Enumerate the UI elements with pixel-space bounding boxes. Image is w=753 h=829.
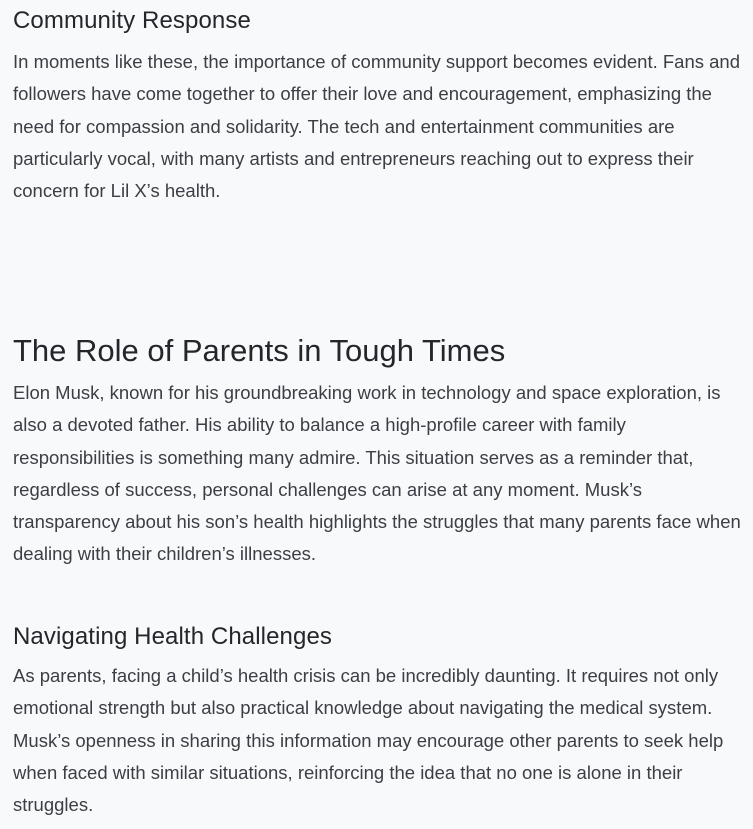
section-paragraph-community-response: In moments like these, the importance of community support becomes evident. Fans and followers have come together to offer their love and encouragement, emphasizing the need for compassion and solidarity. The tech and entertainment communities are particularly vocal, with many artists and entrepreneurs reaching out to express their concern for Lil X’s health. — [13, 51, 741, 202]
section-paragraph-navigating-health: As parents, facing a child’s health crisis can be incredibly daunting. It requires not only emotional strength but also practical knowledge about navigating the medical system. Musk’s openness in sharing this information may encourage other parents to seek help when faced with similar situations, reinforcing the idea that no one is alone in their struggles. — [13, 665, 724, 816]
section-paragraph-role-of-parents: Elon Musk, known for his groundbreaking work in technology and space exploration, is also a devoted father. His ability to balance a high-profile career with family responsibilities is something many admire. This situation serves as a reminder that, regardless of success, personal challenges can arise at any moment. Musk’s transparency about his son’s health highlights the struggles that many parents face when dealing with their children’s illnesses. — [13, 382, 741, 565]
section-heading-community-response: Community Response — [13, 7, 251, 34]
section-role-of-parents — [13, 329, 749, 571]
section-navigating-health — [13, 619, 749, 821]
section-heading-role-of-parents: The Role of Parents in Tough Times — [13, 333, 506, 368]
section-heading-navigating-health: Navigating Health Challenges — [13, 623, 332, 650]
section-community-response — [13, 3, 749, 207]
